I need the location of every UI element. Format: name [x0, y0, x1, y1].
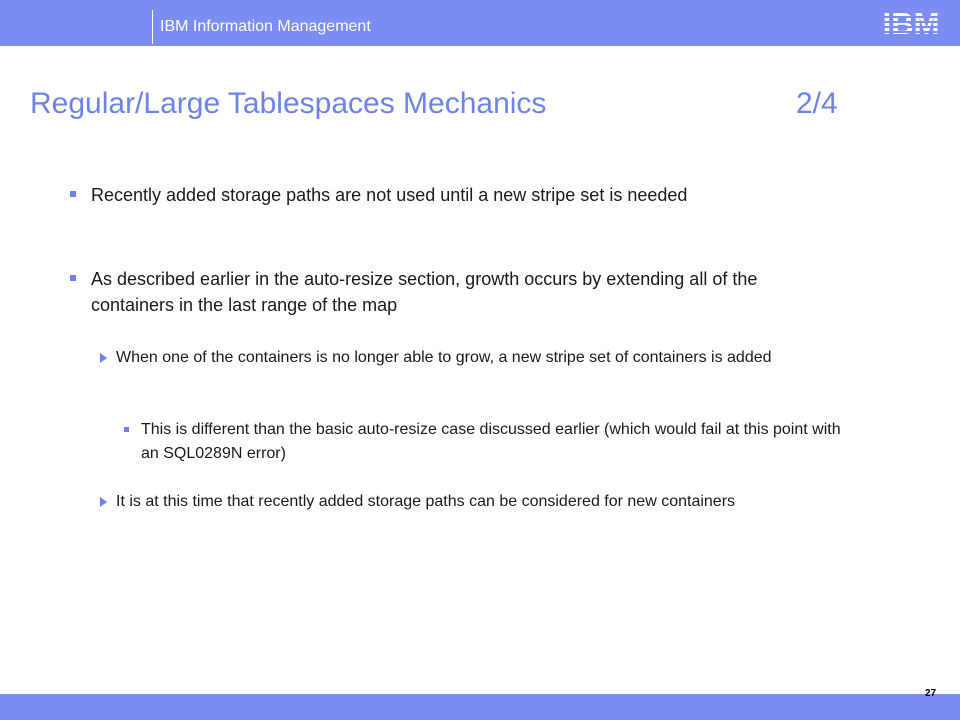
triangle-bullet-icon	[100, 497, 107, 507]
square-bullet-icon	[70, 191, 76, 197]
sub-bullet-text: When one of the containers is no longer able to grow, a new stripe set of containers is added	[116, 349, 772, 366]
bullet-text: As described earlier in the auto-resize section, growth occurs by extending all of the containers in the last range of the map	[91, 269, 758, 315]
header-bar	[0, 0, 960, 46]
header-divider	[152, 10, 153, 44]
bullet-item	[70, 182, 840, 208]
sub-bullet-item	[100, 346, 860, 370]
bullet-text: Recently added storage paths are not used until a new stripe set is needed	[91, 185, 688, 205]
slide-title-text: Regular/Large Tablespaces Mechanics	[30, 87, 547, 120]
sub-sub-bullet-text: This is different than the basic auto-resize case discussed earlier (which would fail at this point with an SQL0289N error)	[141, 421, 841, 462]
bullet-item	[70, 266, 840, 318]
footer-bar	[0, 694, 960, 720]
square-bullet-icon	[124, 427, 129, 432]
sub-sub-bullet-item	[124, 418, 844, 466]
sub-bullet-text: It is at this time that recently added storage paths can be considered for new containers	[116, 493, 736, 510]
page-number: 27	[925, 688, 937, 699]
slide-title-number: 2/4	[796, 87, 838, 120]
header-title: IBM Information Management	[160, 18, 371, 35]
square-bullet-icon	[70, 275, 76, 281]
triangle-bullet-icon	[100, 353, 107, 363]
sub-bullet-item	[100, 490, 860, 514]
ibm-logo-icon	[876, 8, 946, 38]
slide-title	[30, 86, 870, 122]
